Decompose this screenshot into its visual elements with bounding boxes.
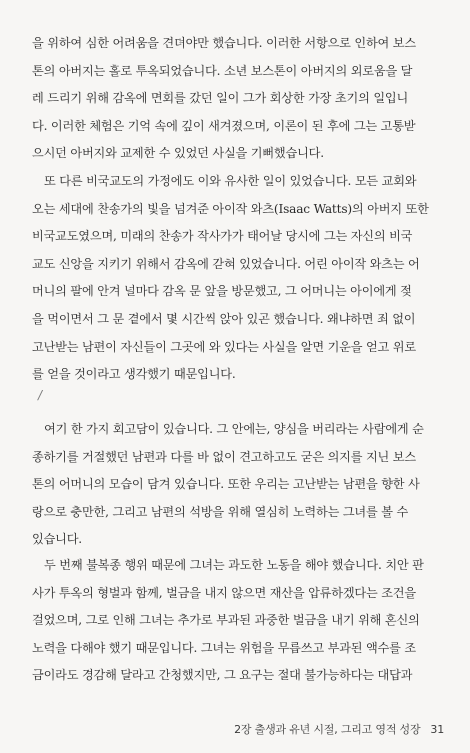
text-line: 금이라도 경감해 달라고 간청했지만, 그 요구는 절대 불가능하다는 대답과 [32, 668, 413, 683]
running-head: 2장 출생과 유년 시절, 그리고 영적 성장 [234, 723, 421, 736]
text-line: 를 얻을 것이라고 생각했기 때문입니다. [32, 367, 236, 382]
page-footer [234, 721, 444, 737]
text-line: 노력을 다해야 했기 때문입니다. 그녀는 위험을 무릅쓰고 부과된 액수를 조 [32, 640, 416, 655]
text-line: 레 드리기 위해 감옥에 면회를 갔던 일이 그가 회상한 가장 초기의 일입니 [32, 91, 409, 106]
paragraph-4 [32, 552, 444, 690]
paragraph-2 [32, 168, 444, 389]
text-line: 을 먹이면서 그 문 곁에서 몇 시간씩 앉아 있곤 했습니다. 왜냐하면 죄 없이 [32, 311, 416, 326]
page-number: 31 [430, 723, 444, 736]
text-line: 오는 세대에 찬송가의 빛을 넘겨준 아이작 와츠(Isaac Watts)의 아버지 또한 [32, 201, 429, 216]
paragraph-1 [32, 30, 444, 168]
text-line: 을 위하여 심한 어려움을 견뎌야만 했습니다. 이러한 서항으로 인하여 보스 [32, 36, 416, 50]
paragraph-3 [32, 416, 444, 554]
text-line: 랑으로 충만한, 그리고 남편의 석방을 위해 열심히 노력하는 그녀를 볼 수 [32, 504, 409, 519]
text-line: 여기 한 가지 회고담이 있습니다. 그 안에는, 양심을 버리라는 사람에게 순 [44, 422, 424, 436]
text-line: 있습니다. [32, 532, 82, 547]
text-line: 사가 투옥의 형벌과 함께, 벌금을 내지 않으면 재산을 압류하겠다는 조건을 [32, 585, 416, 600]
text-line: 또 다른 비국교도의 가정에도 이와 유사한 일이 있었습니다. 모든 교회와 [44, 174, 417, 188]
text-line: 비국교도였으며, 미래의 찬송가 작사가가 태어날 당시에 그는 자신의 비국 [32, 229, 413, 244]
text-line: 걸었으며, 그로 인해 그녀는 추가로 부과된 과중한 벌금을 내기 위해 혼신의 [32, 613, 420, 628]
text-line: 두 번째 불복종 행위 때문에 그녀는 과도한 노동을 해야 했습니다. 치안 판 [44, 558, 424, 572]
text-line: 다. 이러한 체험은 기억 속에 깊이 새겨졌으며, 이론이 된 후에 그는 고통받 [32, 118, 416, 133]
text-line: 으시던 아버지와 교제한 수 있었던 사실을 기뻐했습니다. [32, 146, 324, 161]
margin-pencil-mark: / [38, 388, 43, 402]
text-line: 고난받는 남편이 자신들이 그곳에 와 있다는 사실을 알면 기운을 얻고 위로 [32, 339, 416, 354]
text-line: 톤의 아버지는 홀로 투옥되었습니다. 소년 보스톤이 아버지의 외로움을 달 [32, 63, 413, 78]
text-line: 톤의 어머니의 모습이 담겨 있습니다. 또한 우리는 고난받는 남편을 향한 사 [32, 477, 420, 492]
text-line: 교도 신앙을 지키기 위해서 감옥에 갇혀 있었습니다. 어린 아이작 와츠는 어 [32, 256, 420, 271]
text-line: 머니의 팔에 안겨 널마다 감옥 문 앞을 방문했고, 그 어머니는 아이에게 젖 [32, 284, 412, 299]
text-line: 종하기를 거절했던 남편과 다를 바 없이 견고하고도 굳은 의지를 지닌 보스 [32, 449, 416, 464]
